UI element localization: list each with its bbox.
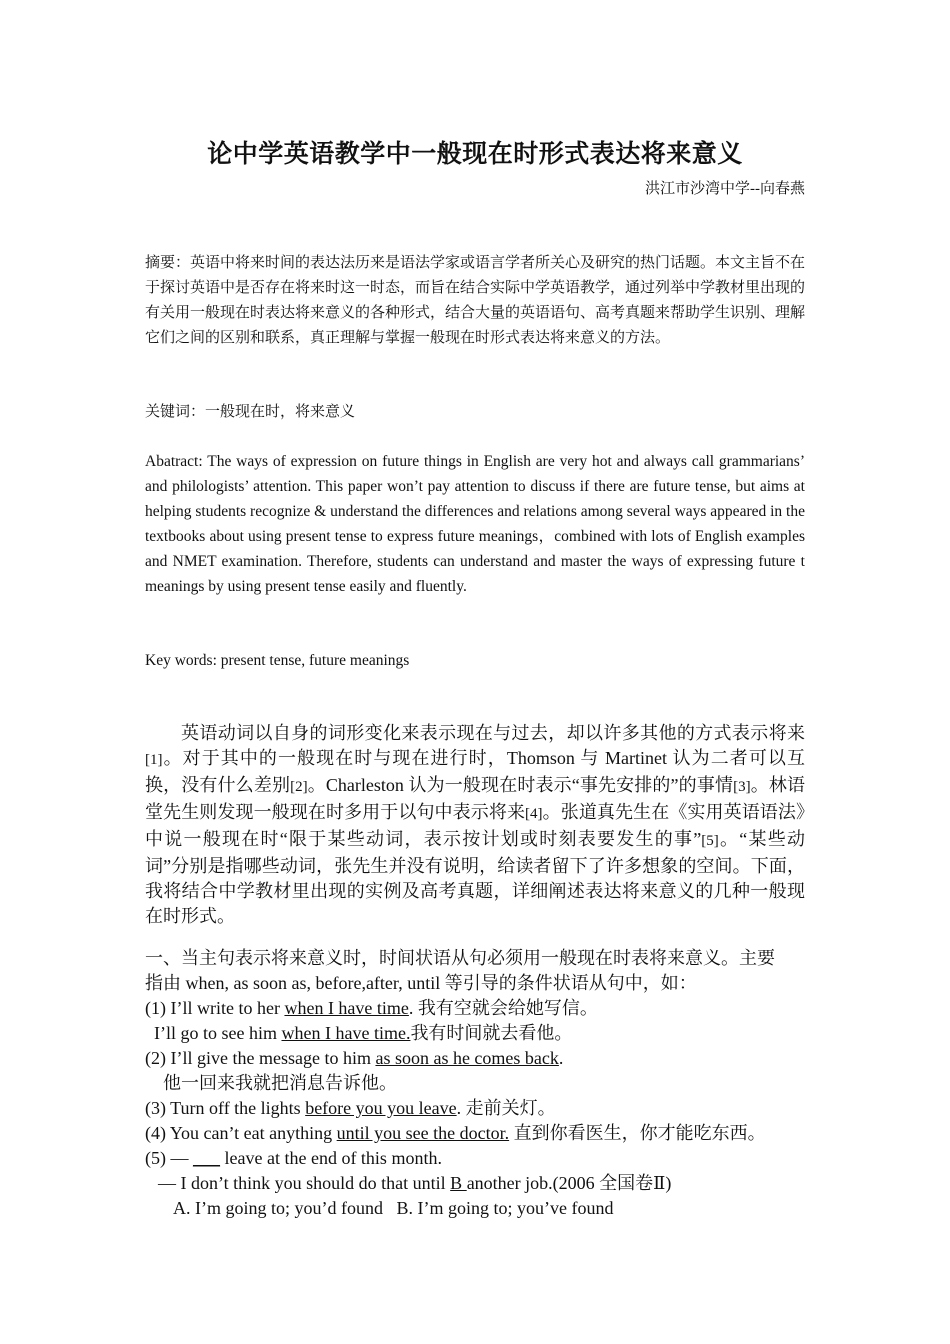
example-1a: (1) I’ll write to her when I have time. 我有空就会给她写信。 [145,998,598,1018]
citation-ref: [4] [525,806,543,822]
example-4: (4) You can’t eat anything until you see the doctor. 直到你看医生，你才能吃东西。 [145,1123,766,1143]
citation-ref: [3] [733,779,751,795]
english-abstract: Abatract: The ways of expression on future things in English are very hot and always call grammarians’ and philologists’ attention. This paper won’t pay attention to discuss if there are future tense, but aims at helping students recognize & understand the differences and relations among several ways appeared in the textbooks about using present tense to express future meanings，combined with lots of English examples and NMET examination. Therefore, students can understand and master the ways of expressing future t meanings by using present tense easily and fluently. [145,453,805,595]
english-keywords: Key words: present tense, future meanings [145,652,410,669]
citation-ref: [1] [145,752,163,768]
example-3: (3) Turn off the lights before you you leave. 走前关灯。 [145,1098,556,1118]
example-5-reply: — I don’t think you should do that until B another job.(2006 全国卷Ⅱ) [158,1173,672,1193]
intro-text: 。林语堂先生则发现一般现在时多用于以句中表示将来 [145,775,806,822]
intro-paragraph [145,721,805,929]
chinese-abstract: 摘要：英语中将来时间的表达法历来是语法学家或语言学者所关心及研究的热门话题。本文主旨不在于探讨英语中是否存在将来时这一时态，而旨在结合实际中学英语教学，通过列举中学教材里出现的有关用一般现在时表达将来意义的各种形式，结合大量的英语语句、高考真题来帮助学生识别、理解它们之间的区别和联系，真正理解与掌握一般现在时形式表达将来意义的方法。 [145,253,806,346]
example-1b: I’ll go to see him when I have time.我有时间就去看他。 [154,1023,573,1043]
example-2-translation: 他一回来我就把消息告诉他。 [163,1073,397,1093]
intro-text: 。张道真先生在《实用英语语法》中说一般现在时“限于某些动词，表示按计划或时刻表要发生的事” [145,802,806,849]
section-heading: 一、当主句表示将来意义时，时间状语从句必须用一般现在时表将来意义。主要 [145,948,775,968]
section-one [145,946,810,1221]
chinese-keywords: 关键词：一般现在时，将来意义 [145,402,356,420]
example-2: (2) I’ll give the message to him as soon as he comes back. [145,1048,564,1068]
intro-text: 。Charleston 认为一般现在时表示“事先安排的”的事情 [307,775,734,795]
document-title: 论中学英语教学中一般现在时形式表达将来意义 [207,139,743,168]
author-line: 洪江市沙湾中学--向春燕 [645,181,805,197]
citation-ref: [5] [701,833,719,849]
intro-text: 。对于其中的一般现在时与现在进行时，Thomson 与 Martinet 认为二者可以互换，没有什么差别 [145,748,805,795]
intro-text: 。“某些动词”分别是指哪些动词，张先生并没有说明，给读者留下了许多想象的空间。下面，我将结合中学教材里出现的实例及高考真题，详细阐述表达将来意义的几种一般现在时形式。 [145,829,805,926]
example-5: (5) — ___ leave at the end of this month. [145,1148,442,1168]
intro-text: 英语动词以自身的词形变化来表示现在与过去，却以许多其他的方式表示将来 [181,723,805,743]
citation-ref: [2] [290,779,308,795]
example-5-options: A. I’m going to; you’d found B. I’m going to; you’ve found [173,1198,614,1218]
section-heading-cont: 指由 when, as soon as, before,after, until 等引导的条件状语从句中，如： [145,973,697,993]
